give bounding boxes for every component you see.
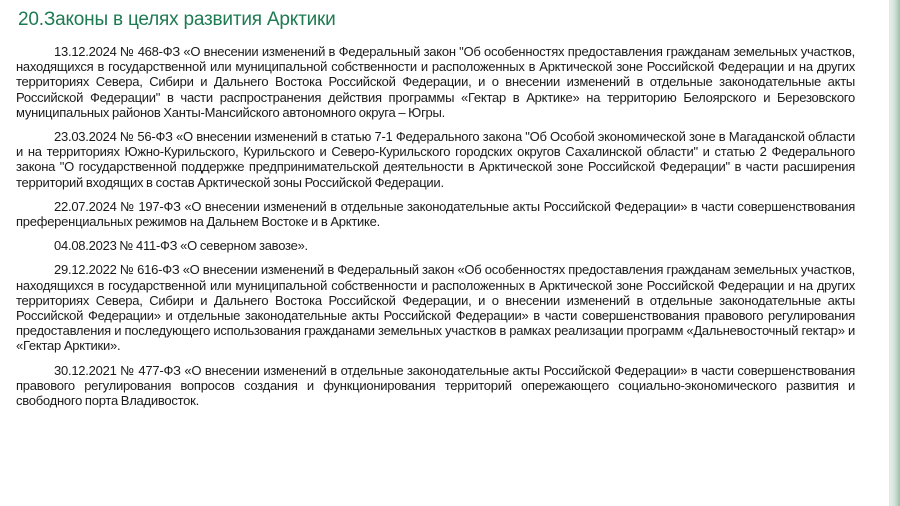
right-decorative-bar [890, 0, 900, 506]
law-item-56-fz: 23.03.2024 № 56-ФЗ «О внесении изменений в статью 7-1 Федерального закона "Об Особой экономической зоне в Магаданской области и на территориях Южно-Курильского, Курильского и Северо-Курильского городских округов Сахалинской области" и статью 2 Федерального закона "О государственной поддержке предпринимательской деятельности в Арктической зоне Российской Федерации" в части расширения территорий входящих в состав Арктической зоны Российской Федерации. [16, 129, 855, 190]
law-item-468-fz: 13.12.2024 № 468-ФЗ «О внесении изменений в Федеральный закон "Об особенностях предоставления гражданам земельных участков, находящихся в государственной или муниципальной собственности и расположенных в Арктической зоне Российской Федерации и на других территориях Севера, Сибири и Дальнего Востока Российской Федерации, и о внесении изменений в отдельные законодательные акты Российской Федерации" в части распространения действия программы «Гектар в Арктике» на территорию Белоярского и Березовского муниципальных районов Ханты-Мансийского автономного округа – Югры. [16, 44, 855, 120]
law-item-411-fz: 04.08.2023 № 411-ФЗ «О северном завозе». [54, 238, 308, 254]
law-item-616-fz: 29.12.2022 № 616-ФЗ «О внесении изменений в Федеральный закон «Об особенностях предоставления гражданам земельных участков, находящихся в государственной или муниципальной собственности и расположенных в Арктической зоне Российской Федерации и на других территориях Севера, Сибири и Дальнего Востока Российской Федерации, и о внесении изменений в отдельные законодательные акты Российской Федерации» и отдельные законодательные акты Российской Федерации» в части совершенствования правового регулирования предоставления и последующего использования гражданами земельных участков в рамках реализации программ «Дальневосточный гектар» и «Гектар Арктики». [16, 262, 855, 354]
law-item-197-fz: 22.07.2024 № 197-ФЗ «О внесении изменений в отдельные законодательные акты Российской Федерации» в части совершенствования преференциальных режимов на Дальнем Востоке и в Арктике. [16, 198, 855, 230]
laws-list [16, 44, 855, 417]
page-title: 20.Законы в целях развития Арктики [18, 9, 336, 30]
law-item-477-fz: 30.12.2021 № 477-ФЗ «О внесении изменений в отдельные законодательные акты Российской Федерации» в части совершенствования правового регулирования вопросов создания и функционирования территорий опережающего социально-экономического развития и свободного порта Владивосток. [16, 362, 855, 409]
